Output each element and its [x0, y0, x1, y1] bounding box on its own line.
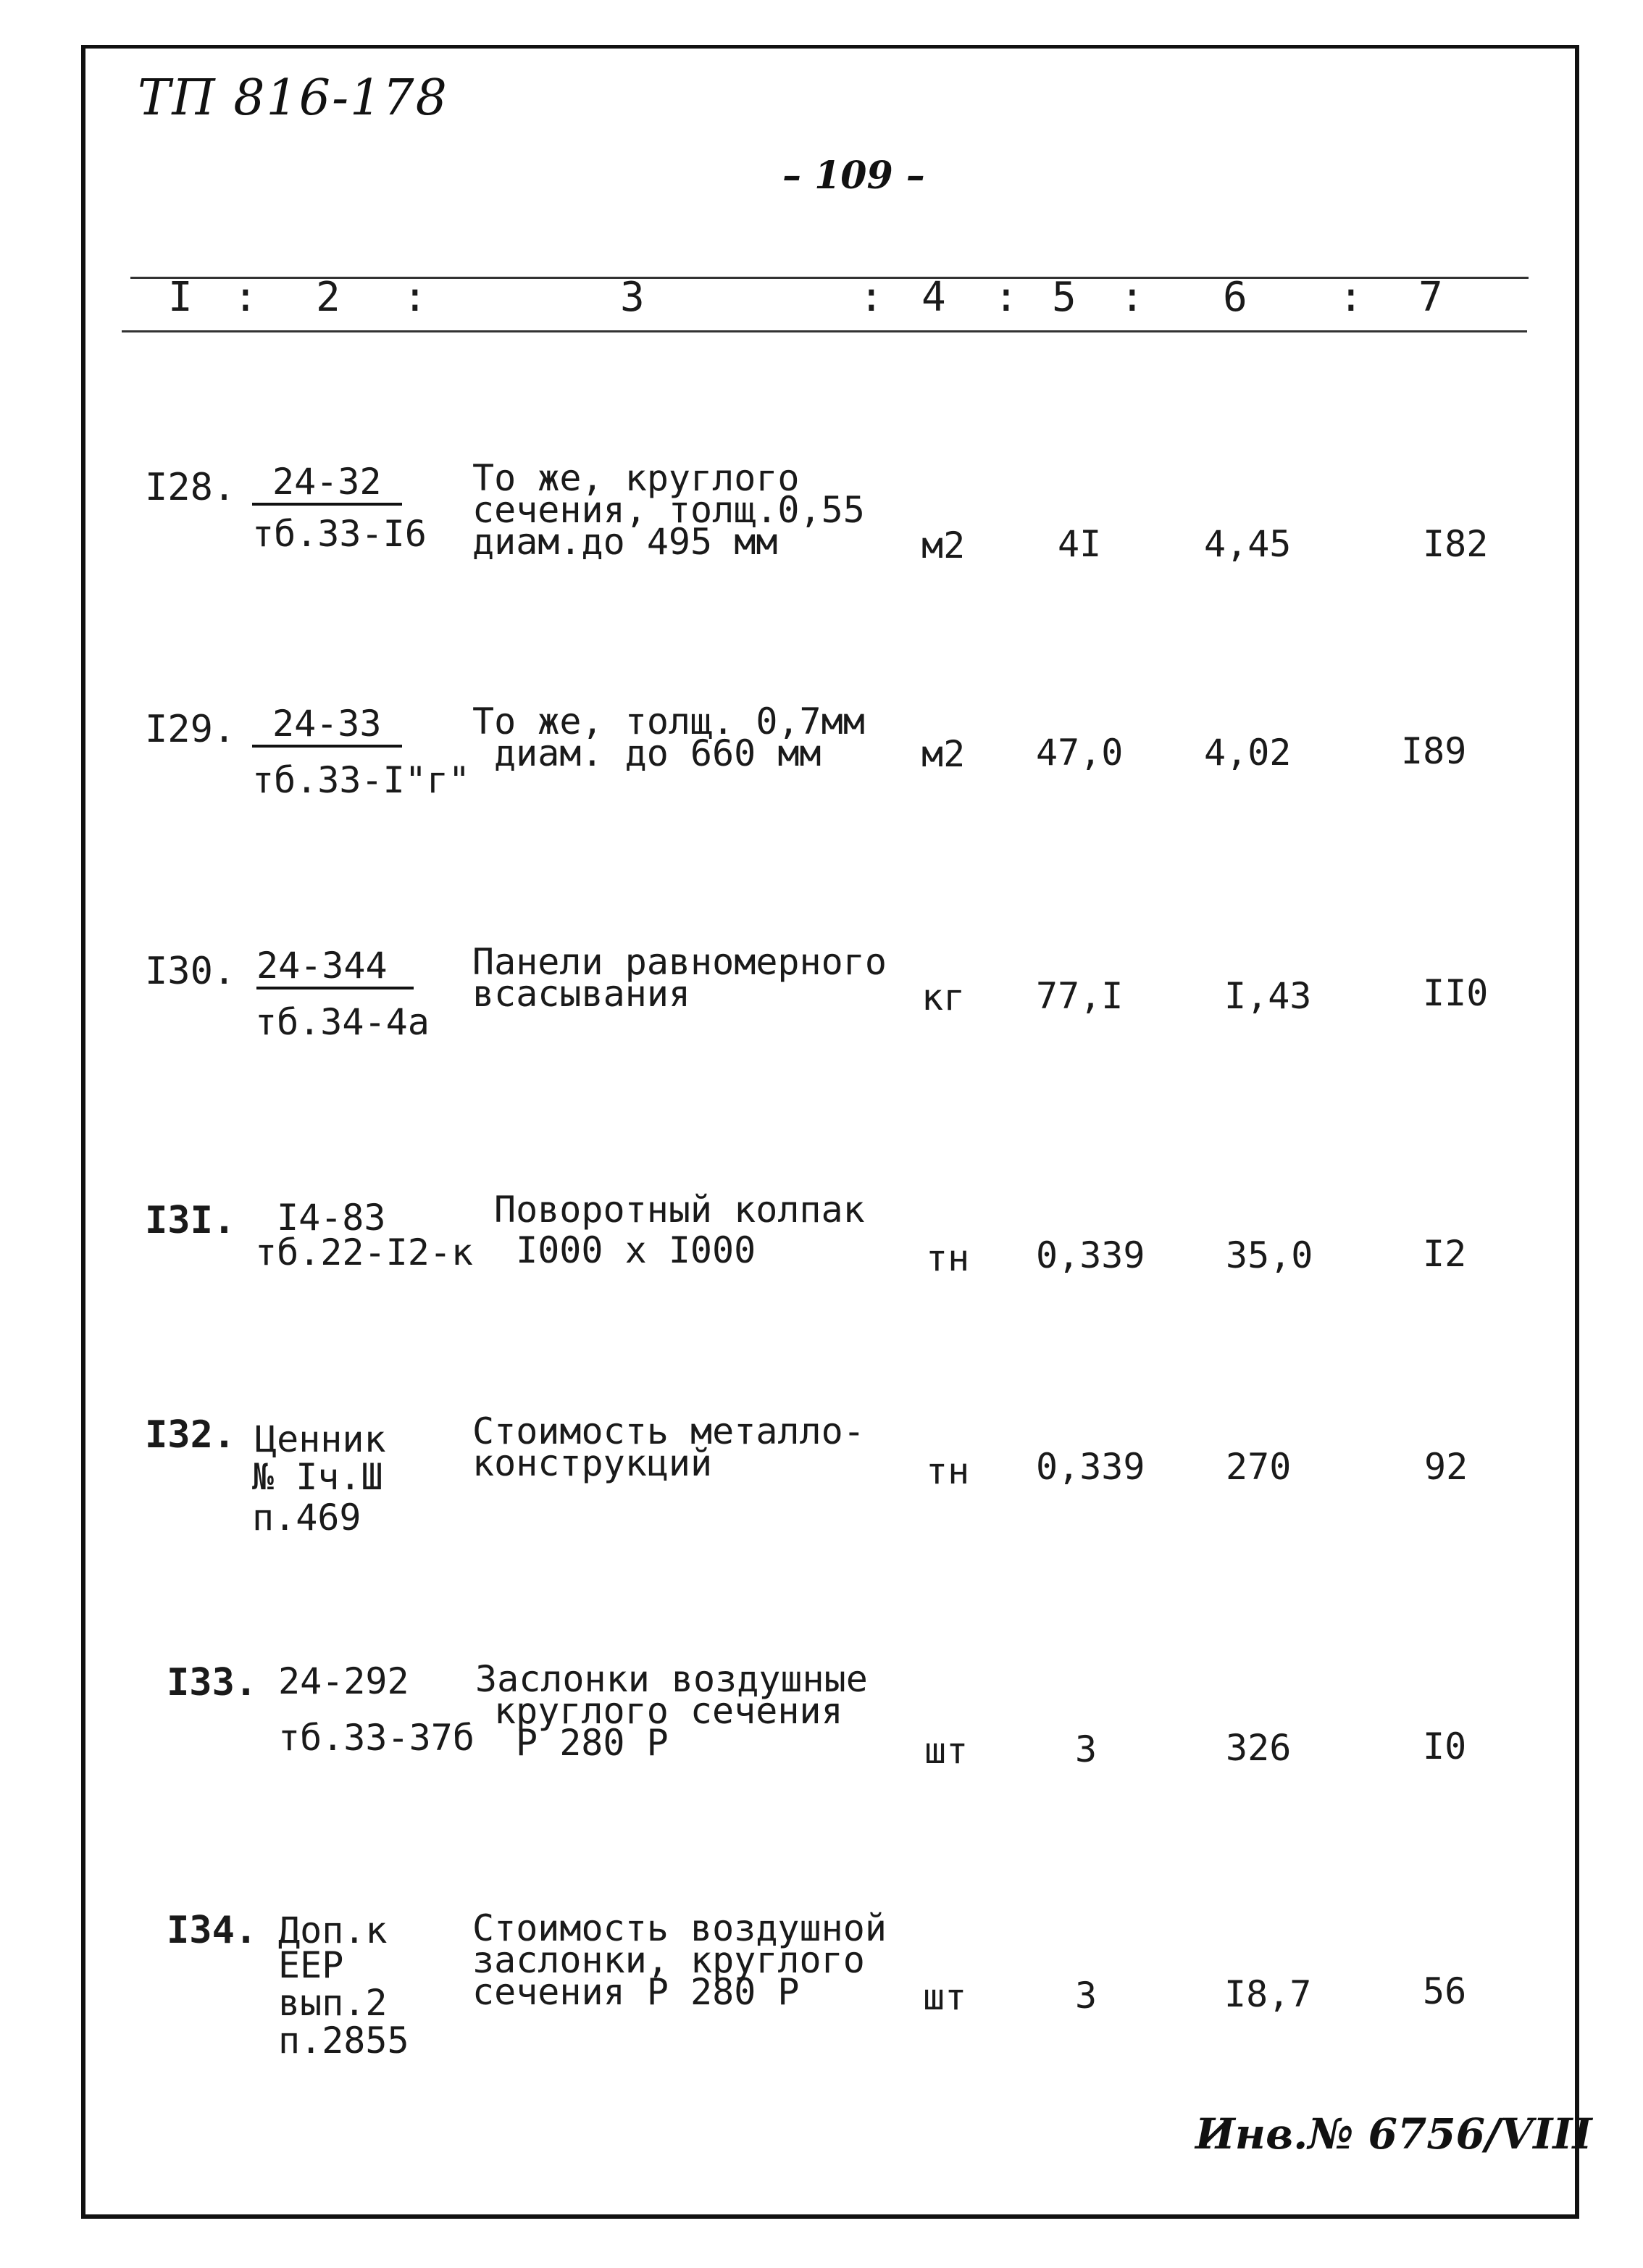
- item-description: [472, 1410, 865, 1484]
- quantity: 0,339: [1036, 1446, 1145, 1488]
- col-6-label: 6: [1223, 274, 1247, 321]
- unit: м2: [921, 524, 966, 566]
- item-description: [472, 457, 865, 563]
- row-number: I34.: [167, 1909, 258, 1952]
- item-description: [472, 1907, 887, 2013]
- description-line: Поворотный колпак: [494, 1189, 865, 1231]
- norm-code: 24-344: [256, 947, 414, 989]
- unit-price: 326: [1226, 1727, 1292, 1769]
- total-cost: I2: [1423, 1233, 1467, 1275]
- col-5-label: 5: [1052, 274, 1076, 321]
- description-line: сечения Р 280 Р: [472, 1971, 800, 2013]
- document-code: ТП 816-178: [138, 70, 448, 127]
- description-line: конструкций: [472, 1442, 713, 1484]
- item-description: [472, 700, 865, 774]
- description-line: всасывания: [472, 973, 691, 1015]
- quantity: 3: [1075, 1975, 1098, 2017]
- description-line: Р 280 Р: [516, 1722, 669, 1764]
- description-line: круглого сечения: [494, 1690, 843, 1732]
- description-line: То же, толщ. 0,7мм: [472, 700, 865, 742]
- quantity: 47,0: [1036, 732, 1124, 774]
- unit: м2: [921, 733, 966, 775]
- unit-price: 4,02: [1204, 732, 1292, 774]
- unit: кг: [921, 976, 966, 1018]
- norm-reference: ЕЕР: [278, 1944, 344, 1986]
- inventory-number: Инв.№ 6756/VIII: [1195, 2109, 1592, 2159]
- col-2-label: 2: [316, 274, 340, 321]
- norm-reference: № Iч.Ш: [252, 1456, 383, 1498]
- norm-code: 24-32: [252, 464, 402, 506]
- page-number: – 109 –: [782, 154, 925, 198]
- total-cost: II0: [1423, 972, 1489, 1014]
- norm-reference-item: п.469: [252, 1497, 361, 1539]
- row-number: I3I.: [145, 1199, 236, 1242]
- quantity: 0,339: [1036, 1234, 1145, 1276]
- description-line: заслонки, круглого: [472, 1939, 865, 1981]
- description-line: Заслонки воздушные: [475, 1658, 868, 1700]
- col-sep: :: [1120, 274, 1145, 321]
- description-line: Стоимость металло-: [472, 1410, 865, 1452]
- norm-code: I4-83: [277, 1197, 386, 1239]
- page-frame: [81, 45, 1579, 2219]
- col-3-label: 3: [620, 274, 645, 321]
- col-sep: :: [859, 274, 884, 321]
- header-bottom-rule: [122, 330, 1527, 332]
- col-1-label: I: [168, 274, 193, 321]
- description-line: диам.до 495 мм: [472, 521, 778, 563]
- norm-reference: тб.33-I6: [252, 513, 427, 555]
- description-line: I000 х I000: [494, 1229, 756, 1271]
- total-cost: I82: [1423, 523, 1489, 565]
- description-line: Панели равномерного: [472, 941, 887, 983]
- col-sep: :: [1339, 274, 1363, 321]
- row-number: I30.: [145, 950, 236, 993]
- unit: шт: [924, 1730, 969, 1772]
- unit-price: I,43: [1224, 975, 1312, 1017]
- norm-reference: тб.33-I"г": [252, 759, 471, 801]
- col-sep: :: [994, 274, 1019, 321]
- norm-reference: тб.22-I2-к: [255, 1231, 474, 1273]
- description-line: То же, круглого: [472, 457, 800, 499]
- row-number: I33.: [167, 1661, 258, 1704]
- unit-price: 35,0: [1226, 1234, 1313, 1276]
- total-cost: 92: [1424, 1446, 1468, 1488]
- norm-reference: тб.34-4а: [255, 1001, 430, 1043]
- unit: тн: [926, 1237, 970, 1279]
- norm-code: Ценник: [255, 1418, 386, 1460]
- item-description: [475, 1658, 868, 1764]
- total-cost: 56: [1423, 1970, 1467, 2012]
- row-number: I32.: [145, 1413, 236, 1457]
- unit-price: I8,7: [1224, 1973, 1312, 2015]
- item-description: [472, 941, 887, 1015]
- norm-code: 24-292: [278, 1660, 409, 1702]
- norm-code: 24-33: [252, 706, 402, 748]
- col-sep: :: [403, 274, 427, 321]
- row-number: I28.: [145, 466, 236, 509]
- total-cost: I89: [1401, 730, 1467, 772]
- row-number: I29.: [145, 708, 236, 751]
- unit-price: 270: [1226, 1446, 1292, 1488]
- col-4-label: 4: [921, 274, 946, 321]
- quantity: 4I: [1058, 523, 1102, 565]
- norm-code: Доп.к: [278, 1909, 388, 1951]
- quantity: 3: [1075, 1728, 1098, 1770]
- col-sep: :: [233, 274, 258, 321]
- quantity: 77,I: [1036, 975, 1124, 1017]
- unit: шт: [923, 1976, 967, 2018]
- col-7-label: 7: [1418, 274, 1443, 321]
- norm-reference-issue: вып.2: [278, 1982, 388, 2024]
- norm-reference: тб.33-37б: [278, 1717, 474, 1759]
- unit-price: 4,45: [1204, 523, 1292, 565]
- description-line: диам. до 660 мм: [494, 732, 822, 774]
- description-line: сечения, толщ.0,55: [472, 489, 865, 531]
- item-description: [494, 1189, 865, 1271]
- norm-reference-item: п.2855: [278, 2020, 409, 2062]
- total-cost: I0: [1423, 1725, 1467, 1767]
- unit: тн: [926, 1450, 970, 1492]
- description-line: Стоимость воздушной: [472, 1907, 887, 1949]
